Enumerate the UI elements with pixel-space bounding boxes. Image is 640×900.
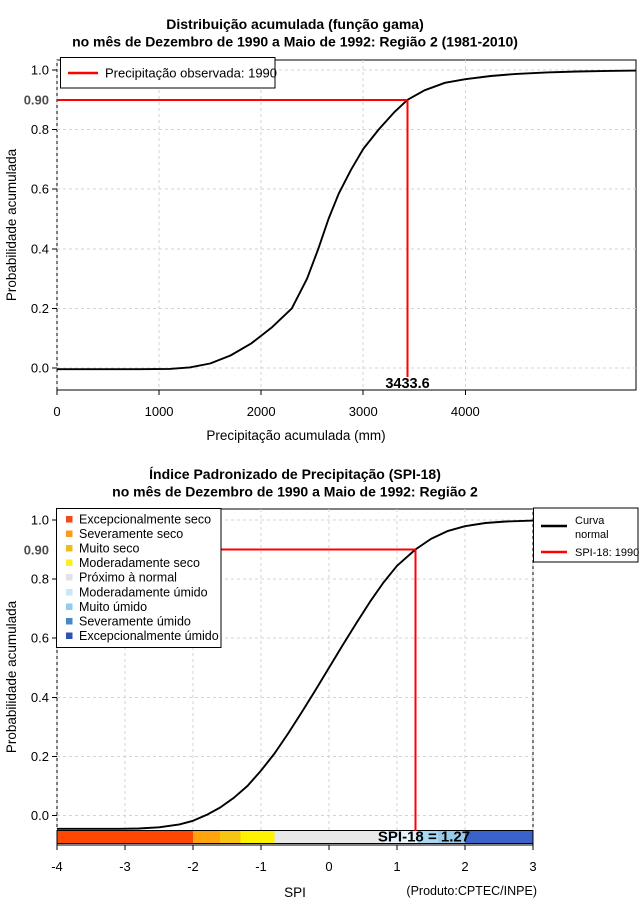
category-swatch <box>66 545 73 552</box>
spi-colorbar-segment <box>275 831 384 844</box>
bottom-chart-title: Índice Padronizado de Precipitação (SPI-18) <box>149 466 441 482</box>
x-tick-label: -1 <box>255 859 267 874</box>
top-chart-title: Distribuição acumulada (função gama) <box>166 16 424 32</box>
top-xlabel: Precipitação acumulada (mm) <box>206 428 386 443</box>
credit-label: (Produto:CPTEC/INPE) <box>406 884 537 898</box>
category-swatch <box>66 531 73 538</box>
category-label: Próximo à normal <box>79 570 177 585</box>
y-tick-label: 0.0 <box>30 808 49 823</box>
x-tick-label: 1000 <box>144 404 174 419</box>
y-tick-label: 0.4 <box>30 689 49 705</box>
category-label: Severamente seco <box>79 527 184 542</box>
top-ref-x-label: 3433.6 <box>385 376 430 392</box>
cdf-curve <box>57 71 636 370</box>
top-grid <box>57 60 636 390</box>
curve-legend-label-line1: Curva <box>575 515 605 527</box>
category-label: Muito úmido <box>79 599 148 614</box>
x-tick-label: 0 <box>53 404 61 419</box>
category-swatch <box>66 516 73 523</box>
top-plot-data <box>57 71 636 377</box>
spi-colorbar-segment <box>193 831 220 844</box>
y-tick-label: 1.0 <box>30 62 49 78</box>
bottom-right-legend <box>534 508 640 562</box>
bottom-chart-subtitle: no mês de Dezembro de 1990 a Maio de 1992: Região 2 <box>112 483 478 500</box>
top-axes <box>31 63 480 420</box>
x-tick-label: 1 <box>393 859 401 874</box>
top-ref-y-label: 0.90 <box>23 92 49 108</box>
category-label: Severamente úmido <box>79 614 191 629</box>
x-tick-label: -4 <box>51 859 63 874</box>
y-tick-label: 0.2 <box>30 300 49 316</box>
x-tick-label: 3000 <box>348 404 378 419</box>
y-tick-label: 0.6 <box>30 630 49 646</box>
y-tick-label: 0.8 <box>30 571 49 587</box>
category-swatch <box>66 618 73 625</box>
x-tick-label: 2 <box>461 859 469 874</box>
category-label: Moderadamente úmido <box>79 585 208 600</box>
y-tick-label: 0.0 <box>30 360 49 376</box>
top-chart <box>4 16 636 443</box>
category-label: Excepcionalmente seco <box>79 512 212 527</box>
x-tick-label: -3 <box>119 859 131 874</box>
x-tick-label: 4000 <box>450 404 480 419</box>
spi-value-annotation: SPI-18 = 1.27 <box>377 828 471 846</box>
category-label: Excepcionalmente úmido <box>79 628 219 643</box>
category-swatch <box>66 560 73 567</box>
category-legend <box>57 509 222 648</box>
spi-1990-legend-label: SPI-18: 1990 <box>575 547 640 559</box>
top-legend-label: Precipitação observada: 1990 <box>105 65 278 81</box>
spi-colorbar-segment <box>220 831 240 844</box>
bottom-xlabel: SPI <box>284 885 306 900</box>
y-tick-label: 0.6 <box>30 181 49 197</box>
bottom-ref-y-label: 0.90 <box>23 542 49 558</box>
y-tick-label: 0.8 <box>30 122 49 138</box>
bottom-chart <box>4 466 639 900</box>
top-ylabel: Probabilidade acumulada <box>4 148 19 302</box>
spi-colorbar-segment <box>241 831 275 844</box>
spi-colorbar-segment <box>57 831 193 844</box>
y-tick-label: 0.4 <box>30 241 49 257</box>
category-swatch <box>66 589 73 596</box>
category-label: Moderadamente seco <box>79 556 200 571</box>
category-swatch <box>66 632 73 639</box>
x-tick-label: 2000 <box>246 404 276 419</box>
curve-legend-label-line2: normal <box>575 529 609 541</box>
y-tick-label: 0.2 <box>30 748 49 764</box>
x-tick-label: -2 <box>187 859 199 874</box>
top-plot-box <box>57 60 636 390</box>
y-tick-label: 1.0 <box>30 512 49 528</box>
top-legend <box>61 58 278 89</box>
category-label: Muito seco <box>79 541 140 556</box>
x-tick-label: 3 <box>529 859 537 874</box>
bottom-ylabel: Probabilidade acumulada <box>4 600 19 754</box>
category-swatch <box>66 574 73 581</box>
top-chart-subtitle: no mês de Dezembro de 1990 a Maio de 1992: Região 2 (1981-2010) <box>72 33 518 50</box>
category-swatch <box>66 603 73 610</box>
x-tick-label: 0 <box>325 859 333 874</box>
spi-colorbar-segment <box>465 831 533 844</box>
